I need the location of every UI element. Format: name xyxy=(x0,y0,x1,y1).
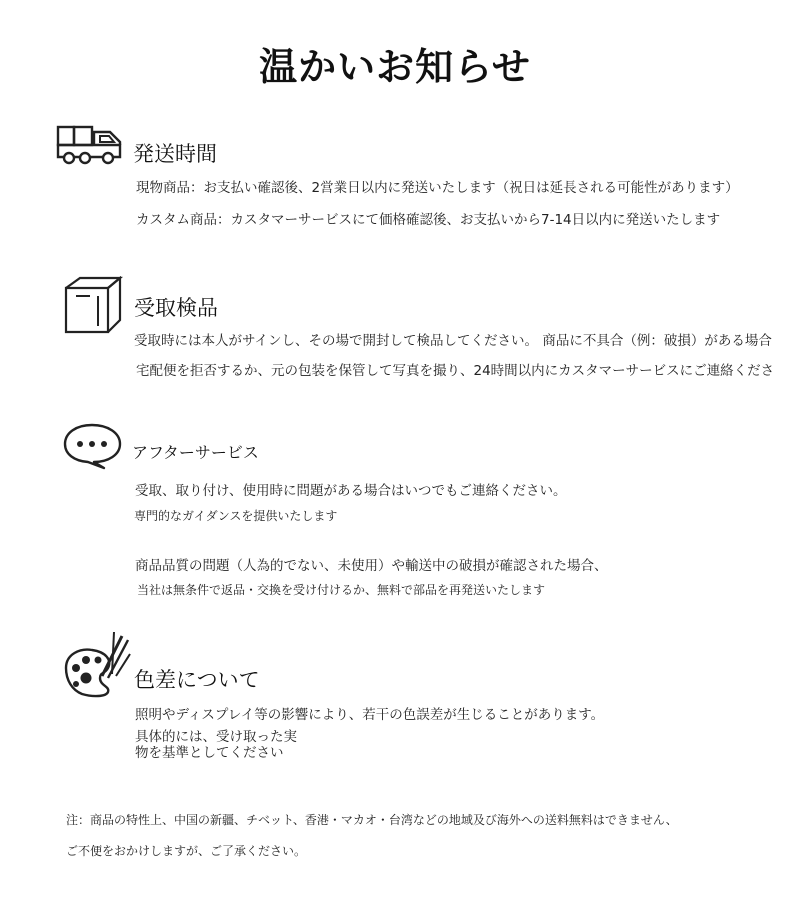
shipping-line-2: カスタム商品：カスタマーサービスにて価格確認後、お支払いから7-14日以内に発送いたします xyxy=(136,212,721,228)
delivery-truck-icon xyxy=(56,124,124,166)
color-line-1: 照明やディスプレイ等の影響により、若干の色誤差が生じることがあります。 xyxy=(135,707,605,723)
shipping-heading: 発送時間 xyxy=(133,142,217,166)
color-heading: 色差について xyxy=(134,668,260,692)
page-title: 温かいお知らせ xyxy=(259,45,531,89)
inspection-line-2: 宅配便を拒否するか、元の包装を保管して写真を撮り、24時間以内にカスタマーサービスにご連絡くださ xyxy=(136,363,775,379)
speech-bubble-icon xyxy=(62,422,124,470)
after-service-line-1: 受取、取り付け、使用時に問題がある場合はいつでもご連絡ください。 xyxy=(135,483,567,499)
inspection-line-1: 受取時には本人がサインし、その場で開封して検品してください。 商品に不具合（例：破損）がある場合 xyxy=(134,333,772,349)
package-box-icon xyxy=(62,276,124,336)
after-service-line-4: 当社は無条件で返品・交換を受け付けるか、無料で部品を再発送いたします xyxy=(137,583,546,597)
inspection-heading: 受取検品 xyxy=(134,296,218,320)
note-line-2: ご不便をおかけしますが、ご了承ください。 xyxy=(66,844,307,858)
color-line-2: 具体的には、受け取った実 xyxy=(135,729,297,745)
color-line-3: 物を基準としてください xyxy=(135,745,284,761)
after-service-line-3: 商品品質の問題（人為的でない、未使用）や輸送中の破損が確認された場合、 xyxy=(135,558,608,574)
after-service-heading: アフターサービス xyxy=(132,443,259,462)
shipping-line-1: 現物商品：お支払い確認後、2営業日以内に発送いたします（祝日は延長される可能性があります） xyxy=(136,180,739,196)
paint-palette-icon xyxy=(62,630,134,698)
note-line-1: 注：商品の特性上、中国の新疆、チベット、香港・マカオ・台湾などの地域及び海外への送料無料はできません、 xyxy=(66,813,678,827)
after-service-line-2: 専門的なガイダンスを提供いたします xyxy=(134,509,338,523)
